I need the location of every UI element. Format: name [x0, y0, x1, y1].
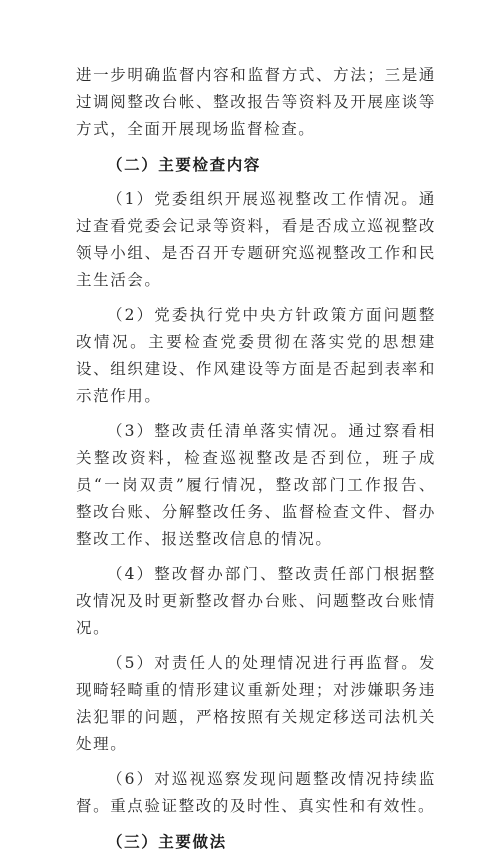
- paragraph-item-1: （1）党委组织开展巡视整改工作情况。通过查看党委会记录等资料，看是否成立巡视整改领导小组、是否召开专题研究巡视整改工作和民主生活会。: [76, 190, 436, 289]
- paragraph-intro: 进一步明确监督内容和监督方式、方法；三是通过调阅整改台帐、整改报告等资料及开展座谈等方式，全面开展现场监督检查。: [76, 66, 436, 138]
- paragraph-item-4: （4）整改督办部门、整改责任部门根据整改情况及时更新整改督办台账、问题整改台账情况。: [76, 565, 436, 637]
- paragraph-item-2: （2）党委执行党中央方针政策方面问题整改情况。主要检查党委贯彻在落实党的思想建设、组织建设、作风建设等方面是否起到表率和示范作用。: [76, 306, 436, 405]
- section-heading-main-practices: （三）主要做法: [107, 832, 227, 851]
- paragraph-item-6: （6）对巡视巡察发现问题整改情况持续监督。重点验证整改的及时性、真实性和有效性。: [76, 770, 436, 815]
- paragraph-item-5: （5）对责任人的处理情况进行再监督。发现畸轻畸重的情形建议重新处理；对涉嫌职务违法犯罪的问题，严格按照有关规定移送司法机关处理。: [76, 654, 436, 753]
- document-body: [76, 62, 436, 863]
- paragraph-item-3: （3）整改责任清单落实情况。通过察看相关整改资料，检查巡视整改是否到位，班子成员“一岗双责”履行情况，整改部门工作报告、整改台账、分解整改任务、监督检查文件、督办整改工作、报送整改信息的情况。: [76, 422, 436, 548]
- section-heading-inspection-content: （二）主要检查内容: [107, 155, 261, 174]
